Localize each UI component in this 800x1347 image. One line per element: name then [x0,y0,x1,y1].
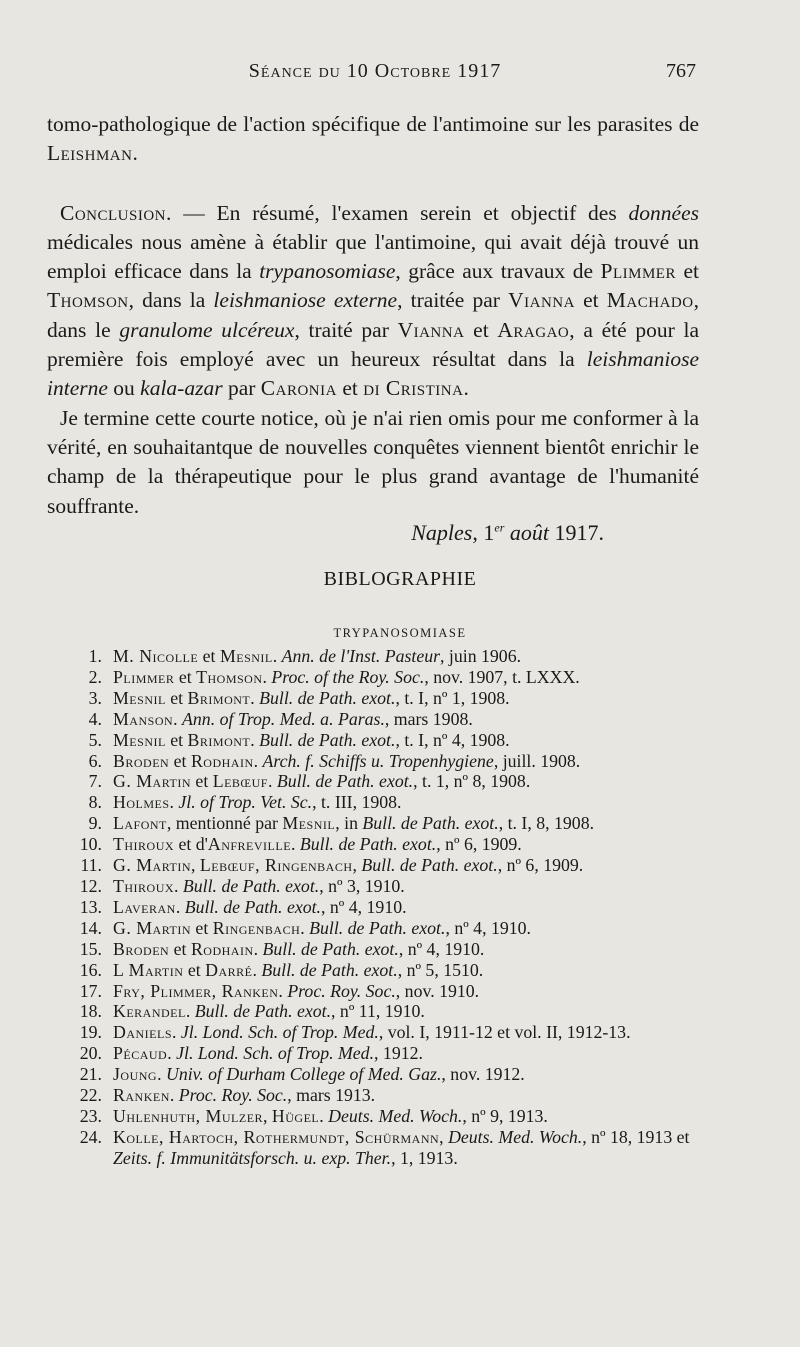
reference-author: Joung [113,1064,158,1085]
reference-author: G. Martin [113,771,191,792]
signoff-month: août [504,520,549,545]
reference-details: , 1912. [374,1043,423,1064]
reference-journal: Jl. Lond. Sch. of Trop. Med. [180,1022,379,1043]
reference-journal: Proc. of the Roy. Soc. [271,666,425,687]
reference-details: , t. III, 1908. [312,792,402,813]
reference-item: 11. G. Martin, Lebœuf, Ringenbach, Bull. de Path. exot., nº 6, 1909. [60,855,700,876]
reference-journal: Bull. de Path. exot. [259,687,396,708]
reference-item: 23. Uhlenhuth, Mulzer, Hügel. Deuts. Med. Woch., nº 9, 1913. [60,1106,700,1127]
reference-journal: Bull. de Path. exot. [276,771,414,792]
reference-details: , nov. 1910. [395,980,480,1001]
reference-journal: Deuts. Med. Woch. [328,1105,463,1126]
reference-number: 20. [79,1043,102,1064]
reference-number: 5. [88,729,102,750]
reference-details: , nov. 1907, t. LXXX. [424,666,580,687]
reference-number: 3. [88,687,102,708]
reference-number: 11. [80,855,102,876]
reference-item: 9. Lafont, mentionné par Mesnil, in Bull. de Path. exot., t. I, 8, 1908. [60,813,700,834]
reference-number: 17. [79,980,102,1001]
reference-item: 3. Mesnil et Brimont. Bull. de Path. exot., t. I, nº 1, 1908. [60,688,700,709]
reference-journal: Bull. de Path. exot. [184,896,322,917]
reference-item: 2. Plimmer et Thomson. Proc. of the Roy. Soc., nov. 1907, t. LXXX. [60,667,700,688]
reference-journal: Jl. Lond. Sch. of Trop. Med. [176,1043,375,1064]
reference-author: Ranken [113,1085,170,1106]
reference-details: , nº 9, 1913. [462,1105,548,1126]
reference-number: 22. [79,1085,102,1106]
reference-details: , t. 1, nº 8, 1908. [413,771,531,792]
reference-author: Fry, Plimmer, Ranken [113,980,279,1001]
reference-item: 18. Kerandel. Bull. de Path. exot., nº 11, 1910. [60,1001,700,1022]
paragraph-intro: tomo-pathologique de l'action spécifique de l'antimoine sur les parasites de Leishman. [47,112,699,166]
page-number: 767 [666,60,696,82]
reference-details: , nº 4, 1910. [445,917,531,938]
reference-item: 10. Thiroux et d'Anfreville. Bull. de Path. exot., nº 6, 1909. [60,834,700,855]
reference-item: 5. Mesnil et Brimont. Bull. de Path. exot., t. I, nº 4, 1908. [60,730,700,751]
reference-author: Broden [113,750,170,771]
reference-journal: Jl. of Trop. Vet. Sc. [178,792,313,813]
reference-author: Uhlenhuth, Mulzer [113,1105,264,1126]
reference-number: 4. [88,708,102,729]
reference-item: 17. Fry, Plimmer, Ranken. Proc. Roy. Soc., nov. 1910. [60,981,700,1002]
signoff-day: 1 [483,520,495,545]
reference-journal: Proc. Roy. Soc. [178,1085,288,1106]
reference-journal: Ann. de l'Inst. Pasteur [281,646,441,666]
reference-number: 13. [79,896,102,917]
reference-number: 2. [88,666,102,687]
reference-item: 19. Daniels. Jl. Lond. Sch. of Trop. Med., vol. I, 1911-12 et vol. II, 1912-13. [60,1022,700,1043]
reference-details: , nº 18, 1913 et [582,1126,690,1147]
reference-item: 1. M. Nicolle et Mesnil. Ann. de l'Inst. Pasteur, juin 1906. [60,646,700,667]
reference-details: , nov. 1912. [441,1064,525,1085]
reference-journal: Bull. de Path. exot. [262,938,399,959]
reference-details: , nº 3, 1910. [319,875,405,896]
reference-author: Brimont [187,687,251,708]
reference-details: , nº 6, 1909. [497,855,584,876]
reference-author: Lafont [113,813,167,834]
reference-details: , nº 5, 1510. [397,959,484,980]
reference-number: 10. [79,834,102,855]
reference-journal: Ann. of Trop. Med. a. Paras. [182,708,385,729]
author-name: Leishman [47,141,133,166]
reference-item: 7. G. Martin et Lebœuf. Bull. de Path. exot., t. 1, nº 8, 1908. [60,771,700,792]
reference-journal: Bull. de Path. exot. [259,729,396,750]
section-lead: Conclusion [60,200,167,225]
reference-item: 20. Pécaud. Jl. Lond. Sch. of Trop. Med., 1912. [60,1043,700,1064]
reference-author: Thomson [196,666,263,687]
reference-details: , juill. 1908. [493,750,581,771]
reference-item: 4. Manson. Ann. of Trop. Med. a. Paras., mars 1908. [60,709,700,730]
reference-number: 19. [79,1022,102,1043]
reference-list [60,646,700,1169]
reference-author: Kerandel [113,1001,186,1022]
reference-number: 24. [79,1126,102,1147]
reference-author: Broden [113,938,170,959]
signoff: Naples, 1er août 1917. [411,520,604,545]
reference-item: 16. L Martin et Darré. Bull. de Path. exot., nº 5, 1510. [60,960,700,981]
reference-journal: Bull. de Path. exot. [182,875,320,896]
reference-number: 18. [79,1001,102,1022]
reference-details: , nº 6, 1909. [436,834,522,855]
reference-author: Laveran [113,896,176,917]
reference-author: Mesnil [113,729,166,750]
reference-details: , mars 1913. [287,1085,376,1106]
reference-author: G. Martin [113,855,191,876]
reference-item: 24. Kolle, Hartoch, Rothermundt, Schürmann, Deuts. Med. Woch., nº 18, 1913 et Zeits. f. Immunitätsforsch. u. exp. Ther., 1, 1913. [60,1127,700,1169]
reference-item: 22. Ranken. Proc. Roy. Soc., mars 1913. [60,1085,700,1106]
bibliography-title: BIBLOGRAPHIE [323,568,477,590]
reference-author: Thiroux [113,834,175,855]
bibliography-subtitle: TRYPANOSOMIASE [333,626,467,640]
reference-number: 21. [79,1064,102,1085]
reference-author: Thiroux [113,875,175,896]
body-text [47,110,699,521]
reference-author: G. Martin [113,917,191,938]
reference-item: 13. Laveran. Bull. de Path. exot., nº 4, 1910. [60,897,700,918]
reference-item: 8. Holmes. Jl. of Trop. Vet. Sc., t. III, 1908. [60,792,700,813]
reference-author: Lebœuf [212,771,268,792]
running-head: Séance du 10 Octobre 1917 [248,60,502,82]
reference-journal: Bull. de Path. exot. [309,917,446,938]
reference-author: Lebœuf, Ringenbach [199,855,353,876]
reference-number: 12. [79,875,102,896]
reference-author: Mesnil [113,687,166,708]
reference-number: 14. [79,917,102,938]
reference-details: , t. I, nº 4, 1908. [395,729,510,750]
reference-journal: Zeits. f. Immunitätsforsch. u. exp. Ther. [113,1147,392,1168]
reference-item: 6. Broden et Rodhain. Arch. f. Schiffs u. Tropenhygiene, juill. 1908. [60,751,700,772]
reference-details: , nº 11, 1910. [331,1001,425,1022]
reference-journal: Bull. de Path. exot. [261,959,398,980]
reference-item: 15. Broden et Rodhain. Bull. de Path. exot., nº 4, 1910. [60,939,700,960]
reference-journal: Bull. de Path. exot. [362,813,499,834]
reference-number: 15. [79,938,102,959]
reference-item: 14. G. Martin et Ringenbach. Bull. de Path. exot., nº 4, 1910. [60,918,700,939]
reference-author: Pécaud [113,1043,168,1064]
reference-author: Mesnil [282,813,336,834]
reference-details: , vol. I, 1911-12 et vol. II, 1912-13. [378,1022,631,1043]
reference-author: Plimmer [113,666,175,687]
reference-author: Brimont [187,729,251,750]
reference-details: , t. I, nº 1, 1908. [395,687,510,708]
reference-author: Anfreville [207,834,292,855]
reference-author: Kolle, Hartoch, Rothermundt, Schürmann [113,1126,440,1147]
reference-author: Daniels [113,1022,173,1043]
reference-author: Holmes [113,792,170,813]
reference-details: , juin 1906. [440,646,522,666]
reference-author: Manson [113,708,174,729]
reference-number: 9. [88,813,102,834]
reference-number: 7. [88,771,102,792]
reference-author: Hügel [271,1105,320,1126]
reference-author: Mesnil [219,646,273,666]
reference-number: 16. [79,959,102,980]
signoff-year: 1917. [549,520,604,545]
reference-author: Rodhain [190,750,254,771]
reference-number: 1. [88,646,102,666]
reference-item: 12. Thiroux. Bull. de Path. exot., nº 3, 1910. [60,876,700,897]
reference-author: Rodhain [190,938,254,959]
reference-journal: Proc. Roy. Soc. [287,980,396,1001]
signoff-place: Naples [411,520,473,545]
reference-author: Ringenbach [212,917,301,938]
reference-journal: Bull. de Path. exot. [361,855,498,876]
reference-number: 23. [79,1105,102,1126]
reference-details: , mars 1908. [384,708,473,729]
reference-details: , 1, 1913. [391,1147,458,1168]
reference-details: , nº 4, 1910. [398,938,485,959]
paragraph-conclusion: Conclusion. — En résumé, l'examen serein et objectif des données médicales nous amène à établir que l'antimoine, qui avait déjà trouvé un emploi efficace dans la trypanosomiase, grâce aux travaux de Plimmer et Thomson, dans la leishmaniose externe, traitée par Vianna et Machado, dans le granulome ulcéreux, traité par Vianna et Aragao, a été pour la première fois employé avec un heureux résultat dans la leishmaniose interne ou kala-azar par Caronia et di Cristina. [47,200,699,401]
reference-details: , nº 4, 1910. [321,896,407,917]
reference-number: 6. [88,750,102,771]
reference-journal: Univ. of Durham College of Med. Gaz. [165,1064,442,1085]
paragraph-closing: Je termine cette courte notice, où je n'ai rien omis pour me conformer à la vérité, en souhaitantque de nouvelles conquêtes viennent bientôt enrichir le champ de la thérapeutique pour le plus grand avantage de l'humanité souffrante. [47,405,699,518]
reference-item: 21. Joung. Univ. of Durham College of Med. Gaz., nov. 1912. [60,1064,700,1085]
reference-journal: Arch. f. Schiffs u. Tropenhygiene [262,750,494,771]
reference-author: M. Nicolle [113,646,199,666]
reference-journal: Bull. de Path. exot. [194,1001,332,1022]
reference-journal: Deuts. Med. Woch. [448,1126,583,1147]
reference-author: L Martin [113,959,184,980]
reference-details: , t. I, 8, 1908. [498,813,595,834]
reference-journal: Bull. de Path. exot. [299,834,437,855]
reference-number: 8. [88,792,102,813]
reference-author: Darré [205,959,253,980]
